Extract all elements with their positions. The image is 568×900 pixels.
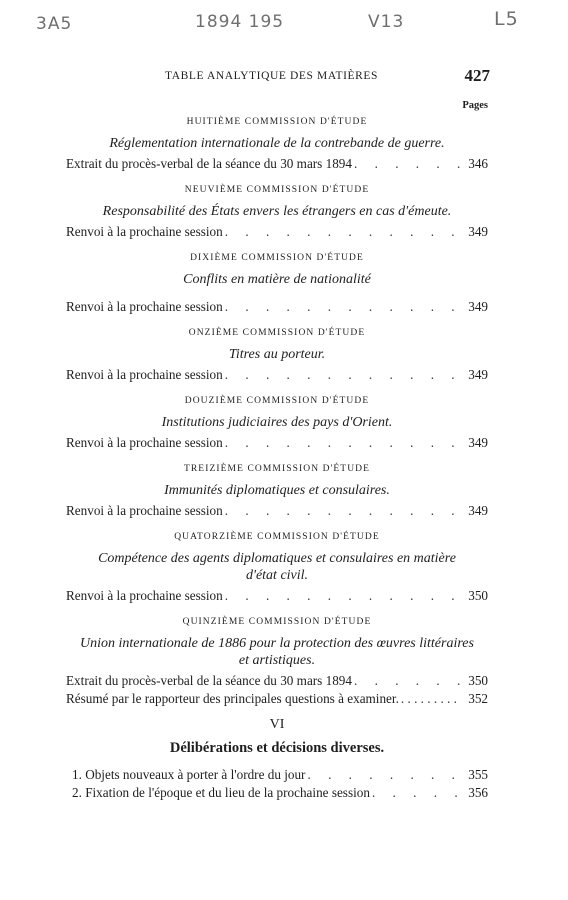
toc-entry[interactable] xyxy=(66,784,488,802)
entry-page: 350 xyxy=(468,673,488,688)
subject-title: Réglementation internationale de la contrebande de guerre. xyxy=(109,136,445,151)
dot-leader xyxy=(307,766,460,784)
commission-heading: QUATORZIÈME COMMISSION D'ÉTUDE xyxy=(174,532,380,542)
commission-heading: DOUZIÈME COMMISSION D'ÉTUDE xyxy=(184,396,370,406)
part-title: Délibérations et décisions diverses. xyxy=(169,740,385,756)
commission-heading: NEUVIÈME COMMISSION D'ÉTUDE xyxy=(184,185,370,195)
page-number: 427 xyxy=(464,66,490,85)
dot-leader xyxy=(354,672,460,690)
entry-label: Renvoi à la prochaine session xyxy=(66,588,223,603)
entry-label: Résumé par le rapporteur des principales questions à examiner. xyxy=(66,691,399,706)
dot-leader xyxy=(401,690,460,708)
toc-section xyxy=(66,394,488,452)
subject-title: Institutions judiciaires des pays d'Orient. xyxy=(161,415,393,430)
dot-leader xyxy=(354,155,460,173)
commission-heading: TREIZIÈME COMMISSION D'ÉTUDE xyxy=(183,464,371,474)
toc-section xyxy=(66,462,488,520)
toc-section xyxy=(66,615,488,708)
toc-entry[interactable] xyxy=(66,587,488,605)
margin-note: L5 xyxy=(494,8,519,30)
entry-page: 352 xyxy=(468,691,488,706)
page-header xyxy=(60,66,490,90)
part-numeral: VI xyxy=(269,717,285,732)
toc-section xyxy=(66,530,488,605)
dot-leader xyxy=(225,502,460,520)
entry-label: Renvoi à la prochaine session xyxy=(66,367,223,382)
toc-entry[interactable] xyxy=(66,766,488,784)
entry-page: 349 xyxy=(468,367,488,382)
toc-entry[interactable] xyxy=(66,366,488,384)
commission-heading: ONZIÈME COMMISSION D'ÉTUDE xyxy=(188,328,366,338)
dot-leader xyxy=(225,298,460,316)
entry-page: 349 xyxy=(468,224,488,239)
margin-note: V13 xyxy=(368,12,405,32)
entry-page: 356 xyxy=(468,785,488,800)
pencil-margin-notes xyxy=(0,8,568,42)
toc-section xyxy=(66,251,488,316)
toc-entry[interactable] xyxy=(66,155,488,173)
subject-title: Immunités diplomatiques et consulaires. xyxy=(164,483,390,498)
entry-label: Renvoi à la prochaine session xyxy=(66,435,223,450)
toc-entry[interactable] xyxy=(66,672,488,690)
entry-label: Renvoi à la prochaine session xyxy=(66,503,223,518)
entry-page: 349 xyxy=(468,299,488,314)
pages-column-label: Pages xyxy=(462,100,488,111)
entry-page: 355 xyxy=(468,767,488,782)
entry-page: 346 xyxy=(468,156,488,171)
entry-page: 350 xyxy=(468,588,488,603)
dot-leader xyxy=(225,366,460,384)
dot-leader xyxy=(372,784,460,802)
commission-heading: QUINZIÈME COMMISSION D'ÉTUDE xyxy=(182,617,372,627)
subject-title: Compétence des agents diplomatiques et consulaires en matière d'état civil. xyxy=(98,551,456,583)
entry-label: Extrait du procès-verbal de la séance du 30 mars 1894 xyxy=(66,673,352,688)
subject-title: Union internationale de 1886 pour la protection des œuvres littéraires et artistiques. xyxy=(80,636,474,668)
commission-heading: HUITIÈME COMMISSION D'ÉTUDE xyxy=(186,117,368,127)
entry-label: 1. Objets nouveaux à porter à l'ordre du jour xyxy=(72,767,306,782)
toc-entry[interactable] xyxy=(66,223,488,241)
toc-entry[interactable] xyxy=(66,690,488,708)
dot-leader xyxy=(225,223,460,241)
toc-entry[interactable] xyxy=(66,298,488,316)
dot-leader xyxy=(225,434,460,452)
margin-note: 1894 195 xyxy=(195,12,285,32)
entry-label: Renvoi à la prochaine session xyxy=(66,224,223,239)
toc-entry[interactable] xyxy=(66,502,488,520)
entry-label: Extrait du procès-verbal de la séance du 30 mars 1894 xyxy=(66,156,352,171)
toc-section xyxy=(66,115,488,173)
toc-section xyxy=(66,326,488,384)
running-title: TABLE ANALYTIQUE DES MATIÈRES xyxy=(165,70,379,82)
entry-page: 349 xyxy=(468,435,488,450)
entry-label: 2. Fixation de l'époque et du lieu de la prochaine session xyxy=(72,785,370,800)
toc-entry[interactable] xyxy=(66,434,488,452)
commission-heading: DIXIÈME COMMISSION D'ÉTUDE xyxy=(190,253,364,263)
table-of-contents xyxy=(66,110,488,802)
dot-leader xyxy=(225,587,460,605)
toc-section xyxy=(66,183,488,241)
subject-title: Responsabilité des États envers les étrangers en cas d'émeute. xyxy=(102,204,452,219)
entry-page: 349 xyxy=(468,503,488,518)
margin-note: 3A5 xyxy=(36,14,73,34)
subject-title: Titres au porteur. xyxy=(228,347,326,362)
entry-label: Renvoi à la prochaine session xyxy=(66,299,223,314)
subject-title: Conflits en matière de nationalité xyxy=(183,272,371,287)
